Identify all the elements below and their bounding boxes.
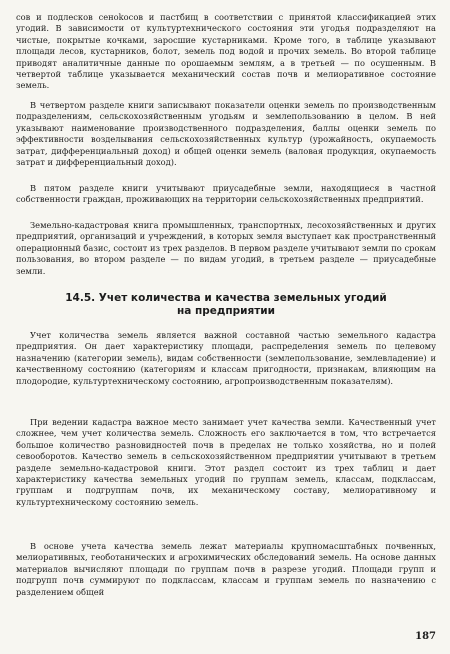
section-heading-line-1: 14.5. Учет количества и качества земельных угодий — [65, 292, 387, 304]
paragraph-survey-materials: В основе учета качества земель лежат материалы крупномасштабных почвенных, мелиоративных, геоботанических и агрохимических обследований земель. На основе данных материалов вычисляют площади по группам почв в разрезе угодий. Площади групп и подгрупп почв суммируют по подклассам, классам и группам земель по назначению с разделением общей — [16, 541, 436, 597]
paragraph-fourth-section: В четвертом разделе книги записывают показатели оценки земель по производственным подразделениям, сельскохозяйственным угодьям и землепользованию в целом. В ней указывают наименование производственного подразделения, баллы оценки земель по эффективности возделывания сельскохозяйственных культур (урожайность, окупаемость затрат, дифференциальный доход) и общей оценки земель (валовая продукция, окупаемость затрат и дифференциальный доход). — [16, 100, 436, 168]
paragraph-fifth-section: В пятом разделе книги учитывают приусадебные земли, находящиеся в частной собственности граждан, проживающих на территории сельскохозяйственных предприятий. — [16, 183, 436, 205]
paragraph-industrial-cadastre-book: Земельно-кадастровая книга промышленных, транспортных, лесохозяйственных и других предприятий, организаций и учреждений, в которых земля выступает как пространственный операционный базис, состоит из трех разделов. В первом разделе учитывают земли по срокам пользования, во втором разделе — по видам угодий, в третьем разделе — приусадебные земли. — [16, 220, 436, 276]
paragraph-quality-accounting: При ведении кадастра важное место занимает учет качества земли. Качественный учет сложнее, чем учет количества земель. Сложность его заключается в том, что встречается большое количество разновидностей почв в пределах не только хозяйства, но и полей севооборотов. Качество земель в сельскохозяйственном предприятии учитывают в третьем разделе земельно-кадастровой книги. Этот раздел состоит из трех таблиц и дает характеристику качества земельных угодий по группам земель, классам, подклассам, группам и подгруппам почв, их механическому составу, мелиоративному и культуртехническому состоянию земель. — [16, 417, 436, 507]
page-number: 187 — [415, 631, 436, 642]
paragraph-land-classification: сов и подлесков сеноkосов и пастбищ в соответствии с принятой классификацией этих угодий. В зависимости от культуртехнического состояния эти угодья подразделяют на чистые, покрытые кочками, заросшие кустарниками. Кроме того, в таблице указывают площади лесов, кустарников, болот, земель под водой и прочих земель. Во второй таблице приводят аналитичные данные по орошаемым землям, а в третьей — по осушенным. В четвертой таблице указывается механический состав почв и мелиоративное состояние земель. — [16, 12, 436, 91]
section-heading-line-2: на предприятии — [176, 305, 276, 317]
section-heading — [16, 292, 436, 318]
paragraph-quantity-accounting: Учет количества земель является важной составной частью земельного кадастра предприятия. Он дает характеристику площади, распределения земель по целевому назначению (категории земель), видам собственности (землепользование, землевладение) и качественному состоянию (категориям и классам пригодности, признакам, влияющим на плодородие, культуртехническому состоянию, агропроизводственным показателям). — [16, 330, 436, 386]
